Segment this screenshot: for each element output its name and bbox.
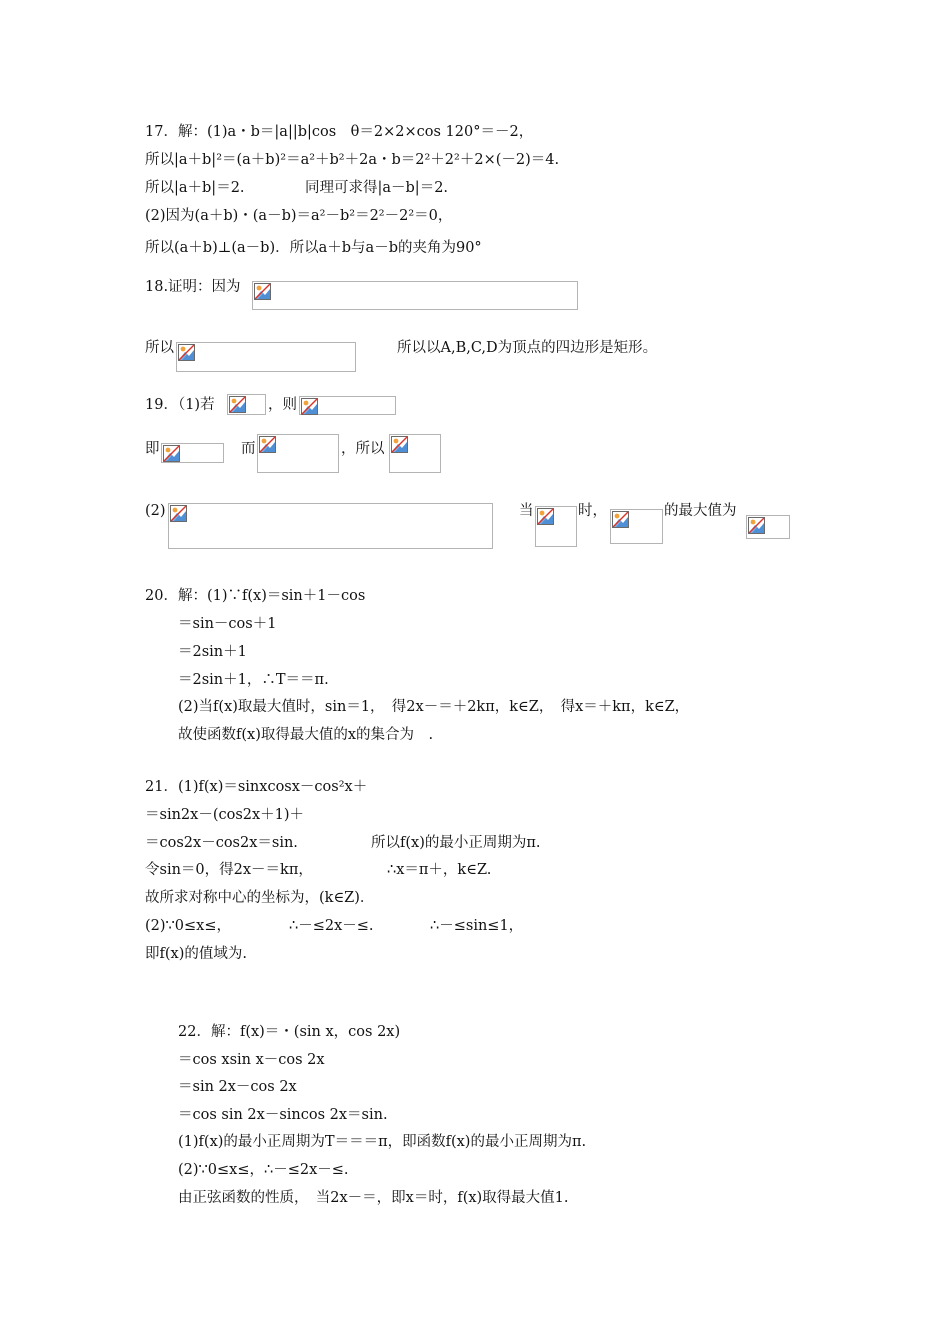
formula-image [176, 342, 356, 372]
q21-line4a: 令sin＝0，得2x－＝kπ， [145, 862, 313, 878]
broken-image-icon [612, 511, 629, 528]
q21-line2: ＝sin2x－(cos2x＋1)＋ [145, 807, 305, 823]
formula-image [168, 503, 493, 549]
q19-line3d: 的最大值为 [664, 503, 737, 519]
q19-line2b: 而 [241, 441, 256, 457]
q19-line3c: 时， [578, 503, 607, 519]
formula-image [299, 396, 396, 415]
q19-line2a: 即 [145, 441, 160, 457]
q21-line3b: 所以f(x)的最小正周期为π. [371, 835, 541, 851]
q20-line5: (2)当f(x)取最大值时，sin＝1， 得2x－＝＋2kπ，k∈Z， 得x＝＋kπ，k∈Z， [178, 699, 690, 715]
q18-line2a: 所以 [145, 340, 174, 356]
formula-image [227, 394, 266, 415]
q20-line6: 故使函数f(x)取得最大值的x的集合为 . [178, 727, 434, 743]
q22-line2: ＝cos xsin x－cos 2x [178, 1052, 325, 1068]
q21-line6a: (2)∵0≤x≤， [145, 918, 231, 934]
formula-image [252, 281, 578, 310]
broken-image-icon [301, 398, 318, 415]
broken-image-icon [229, 396, 246, 413]
formula-image [389, 434, 441, 473]
q17-line2: 所以|a＋b|²＝(a＋b)²＝a²＋b²＋2a・b＝2²＋2²＋2×(－2)＝4. [145, 152, 560, 168]
formula-image [161, 443, 224, 463]
formula-image [535, 506, 577, 547]
q22-line3: ＝sin 2x－cos 2x [178, 1079, 297, 1095]
formula-image [610, 509, 663, 544]
q21-line3a: ＝cos2x－cos2x＝sin. [145, 835, 298, 851]
q19-line1a: 19．（1)若 [145, 397, 215, 413]
broken-image-icon [163, 445, 180, 462]
q22-line6: (2)∵0≤x≤，∴－≤2x－≤. [178, 1162, 349, 1178]
q17-line1: 17．解：(1)a・b＝|a||b|cos θ＝2×2×cos 120°＝－2， [145, 124, 534, 140]
q19-line3b: 当 [519, 503, 534, 519]
broken-image-icon [748, 517, 765, 534]
q18-line2b: 所以以A,B,C,D为顶点的四边形是矩形。 [397, 340, 658, 356]
broken-image-icon [170, 505, 187, 522]
q21-line5: 故所求对称中心的坐标为，(k∈Z)． [145, 890, 375, 906]
q21-line7: 即f(x)的值域为. [145, 946, 247, 962]
q22-line7: 由正弦函数的性质， 当2x－＝，即x＝时，f(x)取得最大值1. [178, 1190, 569, 1206]
q18-line1: 18.证明：因为 [145, 279, 241, 295]
q21-line6b: ∴－≤2x－≤. [289, 918, 374, 934]
q20-line4: ＝2sin＋1，∴T＝＝π. [178, 672, 329, 688]
q19-line2c: ，所以 [341, 441, 385, 457]
q20-line2: ＝sin－cos＋1 [178, 616, 277, 632]
q21-line4b: ∴x＝π＋，k∈Z. [387, 862, 492, 878]
q22-line1: 22．解：f(x)＝・(sin x，cos 2x) [178, 1024, 401, 1040]
q22-line4: ＝cos sin 2x－sincos 2x＝sin. [178, 1107, 388, 1123]
q17-line3b: 同理可求得|a－b|＝2. [305, 180, 449, 196]
q20-line3: ＝2sin＋1 [178, 644, 247, 660]
q21-line1: 21．(1)f(x)＝sinxcosx－cos²x＋ [145, 779, 368, 795]
q20-line1: 20．解：(1)∵f(x)＝sin＋1－cos [145, 588, 366, 604]
q19-line1b: ，则 [268, 397, 297, 413]
q22-line5: (1)f(x)的最小正周期为T＝＝＝π，即函数f(x)的最小正周期为π. [178, 1134, 587, 1150]
q19-line3a: (2) [145, 503, 166, 519]
broken-image-icon [537, 508, 554, 525]
broken-image-icon [391, 436, 408, 453]
q21-line6c: ∴－≤sin≤1， [430, 918, 524, 934]
q17-line5: 所以(a＋b)⊥(a－b)．所以a＋b与a－b的夹角为90° [145, 240, 482, 256]
broken-image-icon [178, 344, 195, 361]
formula-image [746, 515, 790, 539]
broken-image-icon [254, 283, 271, 300]
q17-line3a: 所以|a＋b|＝2. [145, 180, 245, 196]
broken-image-icon [259, 436, 276, 453]
q17-line4: (2)因为(a＋b)・(a－b)＝a²－b²＝2²－2²＝0， [145, 208, 453, 224]
formula-image [257, 434, 339, 473]
